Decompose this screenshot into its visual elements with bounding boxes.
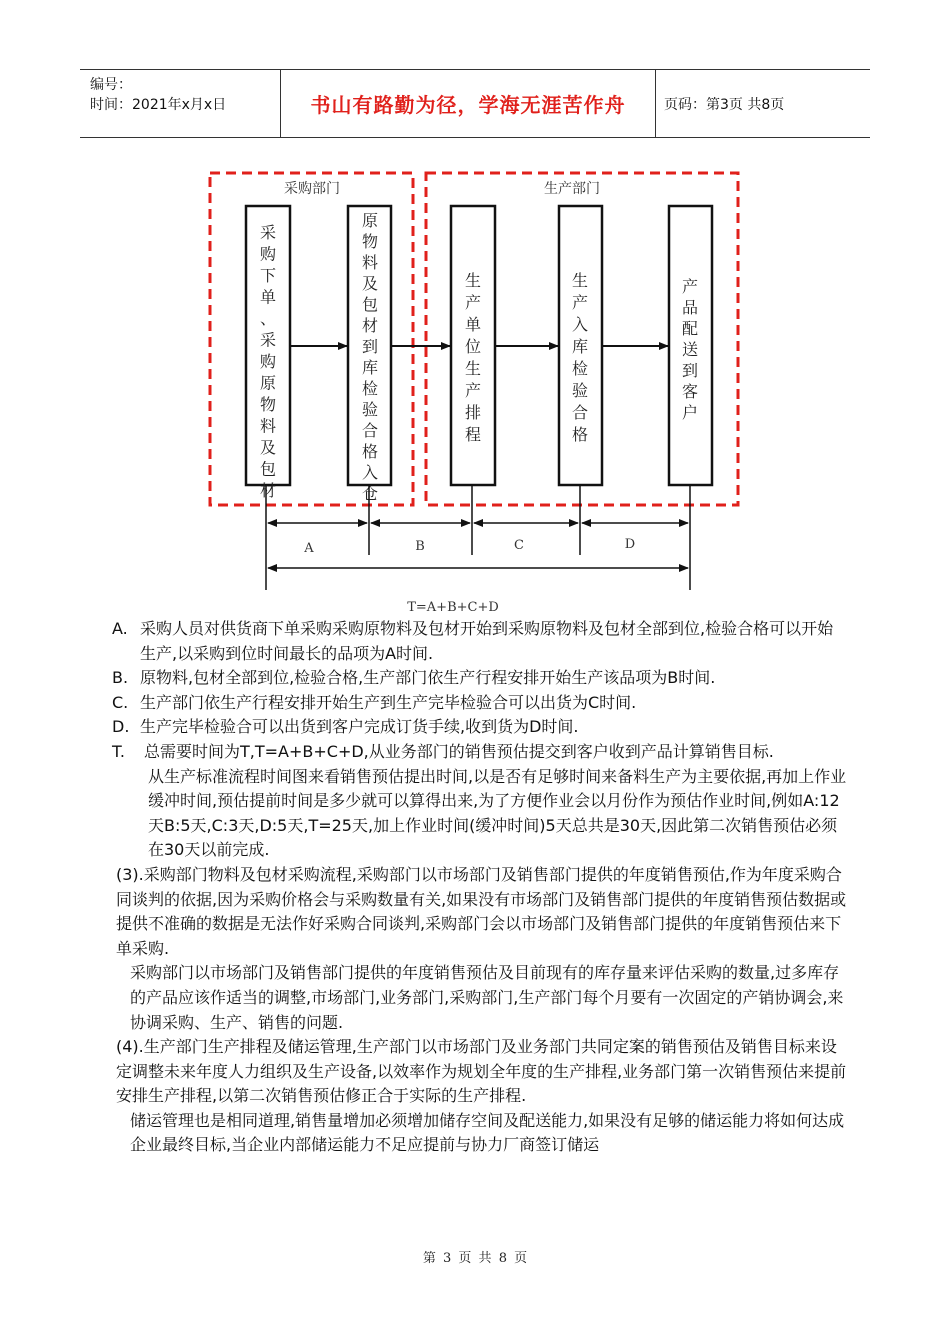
segment-label-c: C [514, 538, 524, 553]
definition-item-label: A. [112, 619, 128, 638]
production-department-label: 生产部门 [544, 181, 600, 197]
process-box-label: 原物料及包材到库检验合格入仓 [361, 211, 379, 503]
process-box-label: 生产入库检验合格 [571, 271, 589, 444]
total-time-formula: T=A+B+C+D [407, 600, 499, 615]
paragraph: 从生产标准流程时间图来看销售预估提出时间,以是否有足够时间来备料生产为主要依据,再加上作业缓冲时间,预估提前时间是多少就可以算得出来,为了方便作业会以月份作为预估作业时间,例如A:12天B:5天,C:3天,D:5天,T=25天,加上作业时间(缓冲时间)5天总共是30天,因此第二次销售预估必须在30天以前完成. [148, 766, 847, 860]
definition-item-label: B. [112, 668, 129, 688]
process-flow-diagram [0, 0, 950, 620]
definition-item-text: 总需要时间为T,T=A+B+C+D,从业务部门的销售预估提交到客户收到产品计算销售目标. [144, 741, 774, 761]
process-box-label: 采购下单、采购原物料及包材 [259, 223, 277, 500]
process-box-label: 产品配送到客户 [681, 277, 699, 422]
document-body [112, 617, 847, 1158]
segment-label-d: D [624, 537, 636, 552]
definition-item-label: T. [112, 741, 125, 761]
paragraph: 储运管理也是相同道理,销售量增加必须增加储存空间及配送能力,如果没有足够的储运能力将如何达成企业最终目标,当企业内部储运能力不足应提前与协力厂商签订储运 [130, 1110, 845, 1155]
document-time-label: 时间：2021年x月x日 [90, 97, 227, 113]
process-box-label: 生产单位生产排程 [464, 271, 482, 444]
definition-item-label: D. [112, 717, 130, 737]
paragraph: (3).采购部门物料及包材采购流程,采购部门以市场部门及销售部门提供的年度销售预估,作为年度采购合同谈判的依据,因为采购价格会与采购数量有关,如果没有市场部门及销售部门提供的年度销售预估数据或提供不准确的数据是无法作好采购合同谈判,采购部门会以市场部门及销售部门提供的年度销售预估来下单采购. [116, 864, 847, 958]
header-page-number: 页码：第3页 共8页 [664, 96, 785, 113]
definition-item-text: 采购人员对供货商下单采购采购原物料及包材开始到采购原物料及包材全部到位,检验合格可以开始生产,以采购到位时间最长的品项为A时间. [140, 619, 834, 663]
document-number-label: 编号： [90, 77, 132, 93]
definition-item-text: 原物料,包材全部到位,检验合格,生产部门依生产行程安排开始生产该品项为B时间. [140, 668, 716, 688]
definition-item [112, 617, 847, 666]
definition-item-text: 生产完毕检验合可以出货到客户完成订货手续,收到货为D时间. [140, 717, 579, 737]
definition-item [112, 666, 847, 691]
definition-item-label: C. [112, 692, 129, 712]
definition-item [112, 740, 847, 765]
segment-label-b: B [415, 539, 425, 554]
paragraph: 采购部门以市场部门及销售部门提供的年度销售预估及目前现有的库存量来评估采购的数量,过多库存的产品应该作适当的调整,市场部门,业务部门,采购部门,生产部门每个月要有一次固定的产销协调会,来协调采购、生产、销售的问题. [130, 963, 844, 1032]
definition-item-text: 生产部门依生产行程安排开始生产到生产完毕检验合可以出货为C时间. [140, 692, 637, 712]
page-footer: 第 3 页 共 8 页 [422, 1251, 528, 1266]
definition-item [112, 691, 847, 716]
segment-label-a: A [304, 541, 314, 556]
paragraph: (4).生产部门生产排程及储运管理,生产部门以市场部门及业务部门共同定案的销售预估及销售目标来设定调整未来年度人力组织及生产设备,以效率作为规划全年度的生产排程,业务部门第一次销售预估来提前安排生产排程,以第二次销售预估修正合于实际的生产排程. [116, 1037, 847, 1106]
header-motto: 书山有路勤为径，学海无涯苦作舟 [310, 93, 626, 117]
purchase-department-label: 采购部门 [284, 181, 340, 197]
definition-item [112, 715, 847, 740]
